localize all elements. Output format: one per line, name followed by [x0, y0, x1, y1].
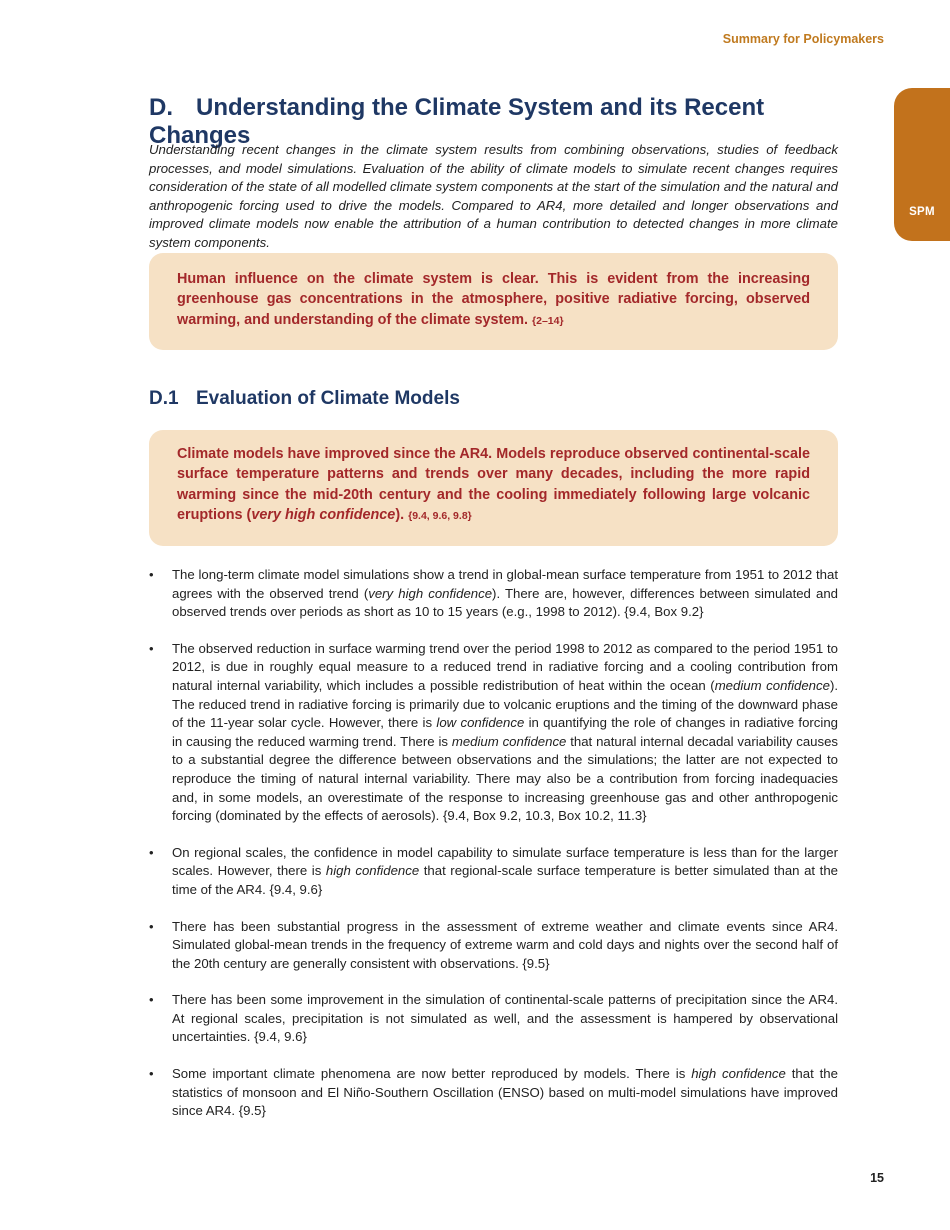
bullet-marker: •	[149, 567, 154, 582]
running-head: Summary for Policymakers	[722, 32, 884, 46]
bullet-emphasis: medium confidence	[714, 677, 830, 693]
bullet-list	[149, 566, 838, 1139]
bullet-emphasis: high confidence	[691, 1066, 786, 1082]
bullet-text: There has been substantial progress in the assessment of extreme weather and climate events since AR4. Simulated global-mean trends in the frequency of extreme warm and cold days and nights over the second half of the 20th century are generally consistent with observations. {9.5}	[172, 918, 838, 971]
bullet-item	[149, 844, 838, 900]
headline-statement-ref: {2–14}	[532, 314, 564, 327]
headline-statement-text: Human influence on the climate system is clear. This is evident from the increasing greenhouse gas concentrations in the atmosphere, positive radiative forcing, observed warming, and understanding of the climate system.	[177, 271, 810, 328]
bullet-text: in quantifying the role of changes in radiative forcing in causing the reduced warming trend. There is	[172, 715, 838, 749]
bullet-item	[149, 991, 838, 1047]
section-intro: Understanding recent changes in the climate system results from combining observations, studies of feedback processes, and model simulations. Evaluation of the ability of climate models to simulate recent changes requires consideration of the state of all modelled climate system components at the start of the simulation and the natural and anthropogenic forcing used to drive the models. Compared to AR4, more detailed and longer observations and improved climate models now enable the attribution of a human contribution to detected changes in more climate system components.	[149, 142, 838, 250]
model-statement-text-before: Climate models have improved since the AR4. Models reproduce observed continental-scale surface temperature patterns and trends over many decades, including the more rapid warming since the mid-20th century and the cooling immediately following large volcanic eruptions (	[177, 446, 810, 524]
bullet-marker: •	[149, 1066, 154, 1082]
bullet-emphasis: low confidence	[436, 715, 525, 731]
subsection-number: D.1	[149, 388, 179, 409]
bullet-text: There has been some improvement in the simulation of continental-scale patterns of precipitation since the AR4. At regional scales, precipitation is not simulated as well, and the assessment is hampered by observational uncertainties. {9.4, 9.6}	[172, 992, 838, 1045]
bullet-item	[149, 1065, 838, 1121]
section-title-text: Understanding the Climate System and its Recent Changes	[149, 94, 765, 149]
bullet-marker: •	[149, 844, 154, 860]
page-number: 15	[870, 1171, 884, 1185]
model-statement-ref: {9.4, 9.6, 9.8}	[408, 510, 472, 523]
bullet-text: Some important climate phenomena are now better reproduced by models. There is	[172, 1066, 692, 1082]
bullet-marker: •	[149, 992, 154, 1008]
bullet-text: ). The reduced trend in radiative forcing is primarily due to volcanic eruptions and the timing of the downward phase of the 11-year solar cycle. However, there is	[172, 677, 838, 731]
model-statement	[177, 444, 810, 527]
subsection-title-text: Evaluation of Climate Models	[196, 388, 460, 409]
model-statement-emphasis: very high confidence	[251, 507, 396, 524]
bullet-text: that the statistics of monsoon and El Niño-Southern Oscillation (ENSO) based on multi-model simulations have improved since AR4. {9.5}	[172, 1066, 838, 1119]
bullet-emphasis: high confidence	[325, 863, 420, 879]
spm-side-tab	[894, 88, 950, 241]
bullet-emphasis: medium confidence	[451, 733, 567, 749]
section-number: D.	[149, 94, 173, 121]
model-statement-text-after: ).	[395, 507, 405, 524]
bullet-text: The observed reduction in surface warming trend over the period 1998 to 2012 as compared to the period 1951 to 2012, is due in roughly equal measure to a reduced trend in radiative forcing and a cooling contribution from natural internal variability, which includes a possible redistribution of heat within the ocean (	[172, 640, 838, 693]
bullet-text: that natural internal decadal variability causes to a substantial degree the difference between observations and the simulations; the latter are not expected to reproduce the timing of natural internal variability. There may also be a contribution from forcing inadequacies and, in some models, an overestimate of the response to increasing greenhouse gas and other anthropogenic forcing (dominated by the effects of aerosols). {9.4, Box 9.2, 10.3, Box 10.2, 11.3}	[172, 733, 839, 824]
bullet-marker: •	[149, 918, 154, 934]
subsection-title	[149, 388, 460, 410]
bullet-emphasis: very high confidence	[368, 585, 493, 601]
side-tab-label: SPM	[909, 206, 935, 218]
bullet-item	[149, 640, 838, 826]
bullet-marker: •	[149, 640, 154, 656]
model-statement-box	[149, 430, 838, 546]
bullet-text: that regional-scale surface temperature is better simulated than at the time of the AR4. {9.4, 9.6}	[172, 863, 838, 897]
bullet-text: The long-term climate model simulations show a trend in global-mean surface temperature from 1951 to 2012 that agrees with the observed trend (	[172, 567, 838, 601]
bullet-item	[149, 566, 838, 622]
bullet-text: On regional scales, the confidence in model capability to simulate surface temperature is less than for the larger scales. However, there is	[172, 844, 838, 879]
bullet-text: ). There are, however, differences between simulated and observed trends over periods as short as 10 to 15 years (e.g., 1998 to 2012). {9.4, Box 9.2}	[172, 585, 838, 620]
headline-statement-box	[149, 253, 838, 350]
headline-statement	[177, 269, 810, 331]
bullet-item	[149, 918, 838, 974]
